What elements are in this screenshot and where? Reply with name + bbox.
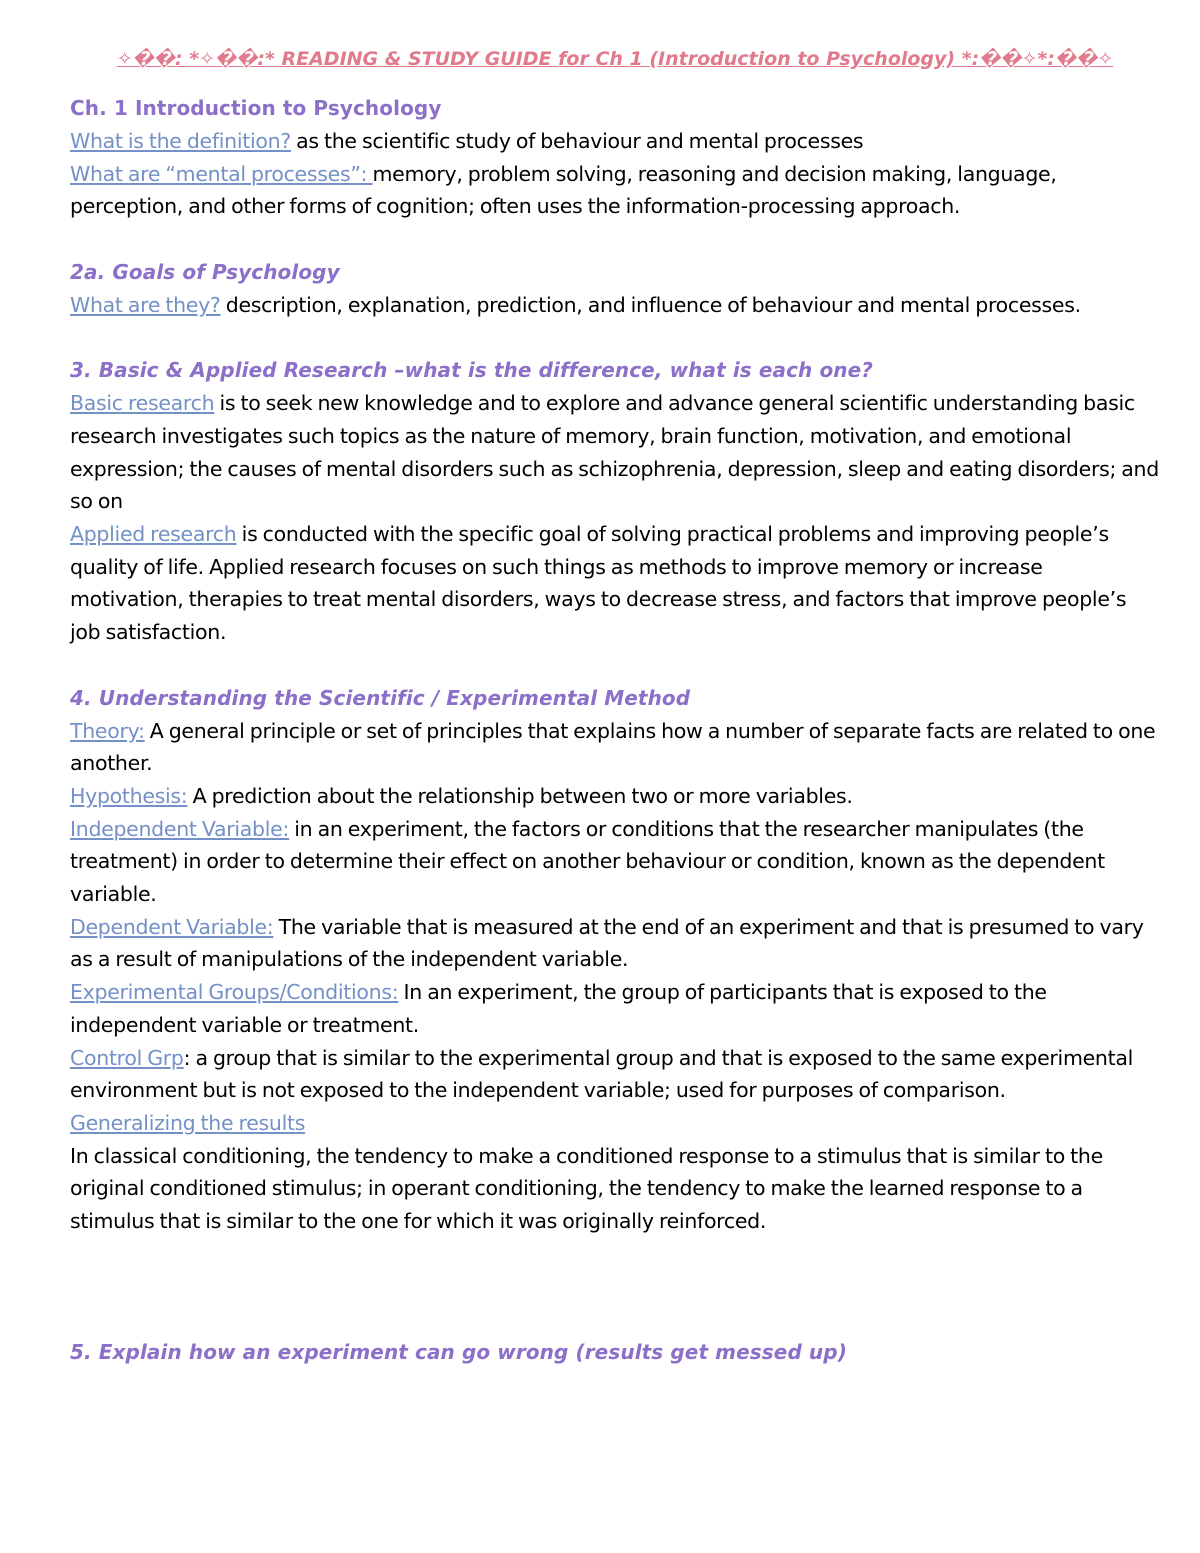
independent-variable-paragraph [70,813,1160,911]
theory-paragraph [70,715,1160,780]
hypothesis-text: A prediction about the relationship between two or more variables. [187,783,853,808]
generalizing-text: In classical conditioning, the tendency to make a conditioned response to a stimulus that is similar to the original conditioned stimulus; in operant conditioning, the tendency to make the learned response to a stimulus that is similar to the one for which it was originally reinforced. [70,1143,1103,1234]
section-4-heading: 4. Understanding the Scientific / Experimental Method [70,685,691,710]
dependent-variable-paragraph [70,911,1160,976]
document-page [70,42,1160,1369]
definition-paragraph [70,125,1160,158]
document-title: ✧��: *✧��:* READING & STUDY GUIDE for Ch 1 (Introduction to Psychology) *:��✧*:��✧ [116,48,1114,70]
mental-processes-paragraph [70,158,1160,223]
generalizing-term: Generalizing the results [70,1110,306,1135]
applied-research-text: is conducted with the specific goal of solving practical problems and improving people’s quality of life. Applied research focuses on such things as methods to improve memory or increase motivation, therapies to treat mental disorders, ways to decrease stress, and factors that improve people’s job satisfaction. [70,522,1127,645]
experimental-groups-term: Experimental Groups/Conditions: [70,980,399,1005]
basic-research-text: is to seek new knowledge and to explore and advance general scientific understanding basic research investigates such topics as the nature of memory, brain function, motivation, and emotional expression; the causes of mental disorders such as schizophrenia, depression, sleep and eating disorders; and so on [70,391,1159,514]
applied-research-paragraph [70,518,1160,649]
section-5-heading: 5. Explain how an experiment can go wrong (results get messed up) [70,1339,847,1364]
basic-research-paragraph [70,387,1160,518]
goals-text: description, explanation, prediction, and influence of behaviour and mental processes. [220,292,1081,317]
hypothesis-term: Hypothesis: [70,783,188,808]
generalizing-term-line [70,1107,1160,1140]
independent-variable-term: Independent Variable: [70,816,290,841]
hypothesis-paragraph [70,780,1160,813]
mental-processes-term: What are “mental processes”: [70,161,373,186]
independent-variable-text: in an experiment, the factors or conditions that the researcher manipulates (the treatment) in order to determine their effect on another behaviour or condition, known as the dependent variable. [70,816,1105,907]
definition-text: as the scientific study of behaviour and mental processes [290,129,864,153]
experimental-groups-text: In an experiment, the group of participants that is exposed to the independent variable or treatment. [70,980,1047,1037]
goals-term: What are they? [70,292,221,317]
experimental-groups-paragraph [70,976,1160,1041]
definition-term: What is the definition? [70,129,291,153]
mental-processes-text: memory, problem solving, reasoning and decision making, language, perception, and other forms of cognition; often uses the information-processing approach. [70,161,1057,219]
control-group-text: : a group that is similar to the experimental group and that is exposed to the same experimental environment but is not exposed to the independent variable; used for purposes of comparison. [70,1045,1134,1103]
theory-term: Theory: [70,718,145,743]
section-1-heading: Ch. 1 Introduction to Psychology [70,96,442,120]
dependent-variable-term: Dependent Variable: [70,914,274,939]
dependent-variable-text: The variable that is measured at the end of an experiment and that is presumed to vary as a result of manipulations of the independent variable. [70,914,1144,972]
goals-paragraph [70,289,1160,322]
control-group-term: Control Grp [70,1045,184,1070]
control-group-paragraph [70,1042,1160,1107]
section-2-heading: 2a. Goals of Psychology [70,259,340,284]
basic-research-term: Basic research [70,391,215,416]
applied-research-term: Applied research [70,522,237,546]
section-3-heading: 3. Basic & Applied Research –what is the difference, what is each one? [70,358,874,383]
theory-text: A general principle or set of principles that explains how a number of separate facts are related to one another. [70,718,1156,776]
